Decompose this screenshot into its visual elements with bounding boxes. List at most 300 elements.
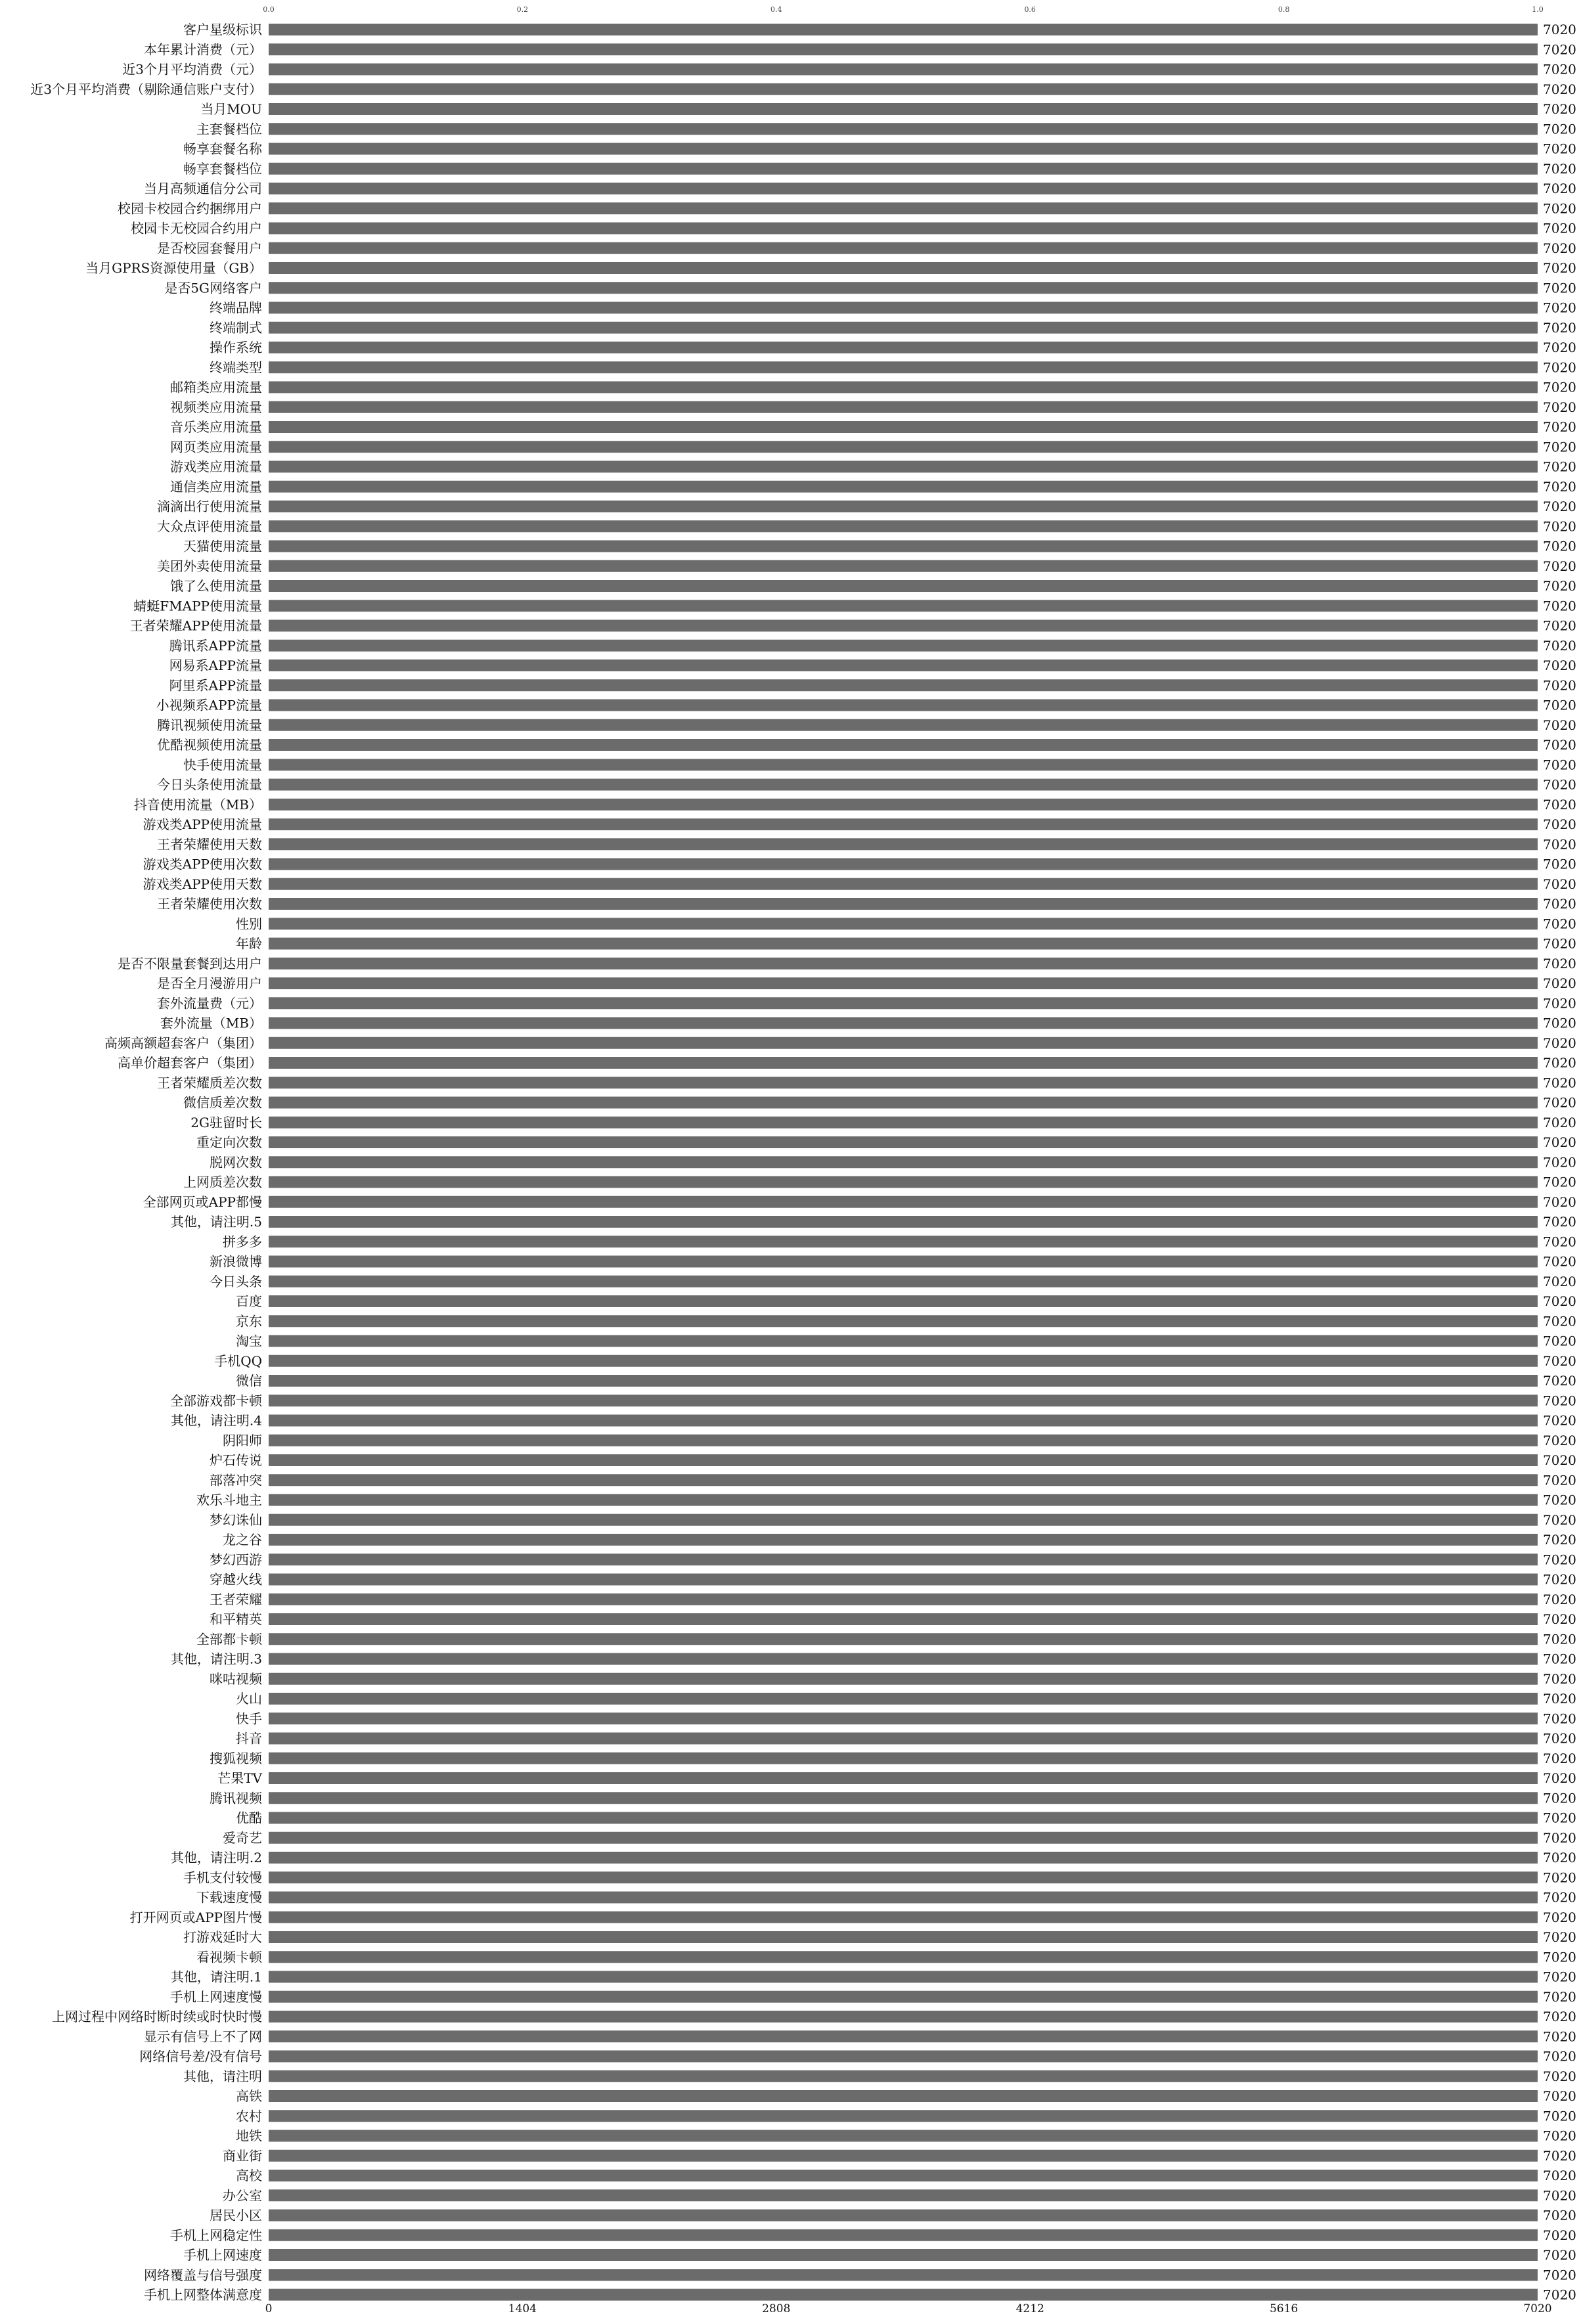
bar <box>269 2011 1538 2022</box>
bar <box>269 481 1538 493</box>
bar <box>269 2170 1538 2181</box>
count-label: 7020 <box>1543 101 1576 117</box>
category-label: 游戏类应用流量 <box>170 458 262 475</box>
count-label: 7020 <box>1543 737 1576 753</box>
bar <box>269 2110 1538 2122</box>
category-label: 是否全月漫游用户 <box>157 975 262 991</box>
bar <box>269 1276 1538 1287</box>
category-label: 龙之谷 <box>223 1532 262 1548</box>
bar <box>269 997 1538 1009</box>
category-label: 是否5G网络客户 <box>164 280 262 296</box>
count-label: 7020 <box>1543 1730 1576 1747</box>
count-label: 7020 <box>1543 2147 1576 2164</box>
count-label: 7020 <box>1543 2247 1576 2263</box>
count-label: 7020 <box>1543 518 1576 535</box>
count-label: 7020 <box>1543 2207 1576 2223</box>
category-label: 游戏类APP使用流量 <box>143 816 262 832</box>
category-label: 性别 <box>236 916 262 932</box>
bar <box>269 103 1538 115</box>
bar <box>269 1136 1538 1148</box>
bar <box>269 560 1538 572</box>
category-label: 全部游戏都卡顿 <box>170 1393 262 1409</box>
bar <box>269 1892 1538 1904</box>
category-label: 上网质差次数 <box>183 1174 262 1190</box>
count-label: 7020 <box>1543 141 1576 157</box>
category-label: 当月GPRS资源使用量（GB） <box>85 260 262 276</box>
category-label: 套外流量费（元） <box>157 995 262 1012</box>
category-label: 当月高频通信分公司 <box>144 181 262 196</box>
category-label: 高频高额超套客户（集团） <box>104 1035 262 1051</box>
bar <box>269 1097 1538 1109</box>
count-label: 7020 <box>1543 1234 1576 1250</box>
category-label: 是否校园套餐用户 <box>157 240 262 256</box>
category-label: 手机上网稳定性 <box>170 2227 262 2243</box>
category-label: 快手使用流量 <box>183 757 262 773</box>
category-label: 快手 <box>236 1710 262 1727</box>
bar <box>269 202 1538 214</box>
category-label: 视频类应用流量 <box>170 399 262 415</box>
category-label: 王者荣耀APP使用流量 <box>129 617 262 634</box>
bar <box>269 1832 1538 1844</box>
bar <box>269 1295 1538 1307</box>
category-label: 大众点评使用流量 <box>157 518 262 535</box>
bar <box>269 1712 1538 1724</box>
bar <box>269 799 1538 811</box>
bar <box>269 1315 1538 1327</box>
bar <box>269 1553 1538 1565</box>
category-label: 高校 <box>236 2168 262 2183</box>
count-label: 7020 <box>1543 2028 1576 2045</box>
bar <box>269 779 1538 791</box>
top-tick-label: 1.0 <box>1532 5 1544 14</box>
category-label: 优酷 <box>236 1810 262 1826</box>
category-label: 2G驻留时长 <box>190 1114 262 1130</box>
count-label: 7020 <box>1543 319 1576 336</box>
category-label: 梦幻诛仙 <box>210 1511 262 1528</box>
bar <box>269 2051 1538 2063</box>
bar <box>269 878 1538 890</box>
category-label: 地铁 <box>236 2128 262 2144</box>
count-label: 7020 <box>1543 1929 1576 1945</box>
category-label: 腾讯视频使用流量 <box>157 717 262 733</box>
count-label: 7020 <box>1543 1770 1576 1786</box>
category-label: 抖音 <box>236 1730 262 1747</box>
bar <box>269 918 1538 929</box>
category-label: 王者荣耀使用次数 <box>157 896 262 912</box>
category-label: 火山 <box>236 1691 262 1707</box>
bar <box>269 342 1538 353</box>
category-label: 全部都卡顿 <box>196 1631 262 1647</box>
bar <box>269 2030 1538 2042</box>
bar <box>269 1196 1538 1208</box>
category-label: 上网过程中网络时断时续或时快时慢 <box>52 2009 262 2024</box>
count-label: 7020 <box>1543 617 1576 634</box>
bar <box>269 441 1538 453</box>
count-label: 7020 <box>1543 41 1576 58</box>
bar <box>269 163 1538 175</box>
count-label: 7020 <box>1543 1850 1576 1866</box>
count-label: 7020 <box>1543 1571 1576 1588</box>
category-label: 手机上网整体满意度 <box>144 2287 262 2303</box>
category-label: 手机支付较慢 <box>183 1869 262 1886</box>
count-label: 7020 <box>1543 2267 1576 2283</box>
bar <box>269 1673 1538 1685</box>
count-label: 7020 <box>1543 499 1576 514</box>
category-label: 居民小区 <box>210 2207 262 2223</box>
category-label: 京东 <box>236 1313 262 1330</box>
count-label: 7020 <box>1543 1750 1576 1766</box>
category-label: 其他，请注明.3 <box>170 1651 262 1667</box>
count-label: 7020 <box>1543 1810 1576 1826</box>
category-label: 今日头条 <box>210 1273 262 1289</box>
bottom-axis <box>265 2302 1552 2315</box>
count-label: 7020 <box>1543 935 1576 952</box>
count-label: 7020 <box>1543 478 1576 495</box>
category-label: 其他，请注明.5 <box>170 1214 262 1230</box>
count-label: 7020 <box>1543 1432 1576 1448</box>
count-label: 7020 <box>1543 1333 1576 1349</box>
bar <box>269 759 1538 771</box>
category-label: 游戏类APP使用天数 <box>143 876 262 892</box>
count-label: 7020 <box>1543 1393 1576 1409</box>
category-label: 爱奇艺 <box>223 1829 262 1846</box>
count-label: 7020 <box>1543 220 1576 236</box>
x-tick-label: 1404 <box>508 2302 537 2315</box>
category-label: 天猫使用流量 <box>183 538 262 554</box>
category-label: 终端制式 <box>210 319 262 336</box>
category-label: 办公室 <box>223 2187 262 2204</box>
bar <box>269 223 1538 235</box>
count-label: 7020 <box>1543 1492 1576 1508</box>
category-label: 全部网页或APP都慢 <box>143 1194 262 1210</box>
bar <box>269 1236 1538 1247</box>
bar <box>269 1871 1538 1883</box>
category-label: 和平精英 <box>210 1611 262 1627</box>
count-label: 7020 <box>1543 1194 1576 1210</box>
bar <box>269 1117 1538 1128</box>
bar <box>269 620 1538 632</box>
bar <box>269 1057 1538 1069</box>
count-label: 7020 <box>1543 1710 1576 1727</box>
count-label: 7020 <box>1543 1412 1576 1429</box>
count-label: 7020 <box>1543 1969 1576 1985</box>
category-label: 打游戏延时大 <box>183 1929 262 1945</box>
count-label: 7020 <box>1543 757 1576 773</box>
bar <box>269 1991 1538 2003</box>
category-label: 网络覆盖与信号强度 <box>144 2267 262 2283</box>
count-labels <box>1543 22 1576 2303</box>
category-label: 当月MOU <box>200 101 262 117</box>
bar <box>269 64 1538 76</box>
count-label: 7020 <box>1543 1631 1576 1647</box>
category-label: 咪咕视频 <box>210 1670 262 1687</box>
bar <box>269 1395 1538 1406</box>
count-label: 7020 <box>1543 121 1576 137</box>
bar <box>269 1931 1538 1943</box>
count-label: 7020 <box>1543 1472 1576 1488</box>
category-labels <box>30 22 263 2303</box>
category-label: 畅享套餐名称 <box>183 141 262 157</box>
count-label: 7020 <box>1543 796 1576 813</box>
count-label: 7020 <box>1543 1829 1576 1846</box>
bar <box>269 1951 1538 1963</box>
bar <box>269 2189 1538 2201</box>
count-label: 7020 <box>1543 300 1576 316</box>
bar <box>269 1534 1538 1546</box>
bar <box>269 1613 1538 1625</box>
count-label: 7020 <box>1543 181 1576 196</box>
count-label: 7020 <box>1543 399 1576 415</box>
bar <box>269 1852 1538 1864</box>
category-label: 是否不限量套餐到达用户 <box>118 955 262 972</box>
category-label: 其他，请注明.1 <box>170 1969 262 1985</box>
count-label: 7020 <box>1543 2128 1576 2144</box>
count-label: 7020 <box>1543 1214 1576 1230</box>
category-label: 穿越火线 <box>210 1571 262 1588</box>
count-label: 7020 <box>1543 340 1576 355</box>
bar <box>269 1355 1538 1367</box>
category-label: 王者荣耀 <box>210 1591 262 1607</box>
bar <box>269 1812 1538 1824</box>
bar <box>269 421 1538 433</box>
count-label: 7020 <box>1543 637 1576 654</box>
category-label: 显示有信号上不了网 <box>144 2028 262 2045</box>
count-label: 7020 <box>1543 1253 1576 1270</box>
count-label: 7020 <box>1543 836 1576 853</box>
count-label: 7020 <box>1543 1909 1576 1925</box>
category-label: 今日头条使用流量 <box>157 776 262 793</box>
bar <box>269 461 1538 473</box>
bar <box>269 520 1538 532</box>
bar <box>269 1474 1538 1486</box>
category-label: 音乐类应用流量 <box>170 419 262 435</box>
bar <box>269 1633 1538 1645</box>
category-label: 腾讯视频 <box>210 1790 262 1806</box>
count-label: 7020 <box>1543 1511 1576 1528</box>
category-label: 搜狐视频 <box>210 1750 262 1766</box>
category-label: 高单价超套客户（集团） <box>118 1055 262 1071</box>
top-tick-label: 0.4 <box>770 5 782 14</box>
category-label: 炉石传说 <box>210 1452 262 1468</box>
bar <box>269 2269 1538 2281</box>
count-label: 7020 <box>1543 200 1576 217</box>
top-axis <box>263 5 1544 14</box>
bar <box>269 1911 1538 1923</box>
category-label: 芒果TV <box>217 1770 262 1786</box>
count-label: 7020 <box>1543 359 1576 376</box>
count-label: 7020 <box>1543 1611 1576 1627</box>
category-label: 游戏类APP使用次数 <box>143 856 262 872</box>
count-label: 7020 <box>1543 717 1576 733</box>
bar <box>269 640 1538 652</box>
bar <box>269 43 1538 55</box>
count-label: 7020 <box>1543 1313 1576 1330</box>
count-label: 7020 <box>1543 658 1576 673</box>
count-label: 7020 <box>1543 2168 1576 2183</box>
category-label: 近3个月平均消费（元） <box>122 61 262 78</box>
category-label: 手机上网速度 <box>183 2247 262 2263</box>
category-label: 小视频系APP流量 <box>156 697 262 713</box>
count-label: 7020 <box>1543 856 1576 872</box>
category-label: 微信质差次数 <box>183 1094 262 1111</box>
category-label: 微信 <box>236 1373 262 1389</box>
count-label: 7020 <box>1543 538 1576 554</box>
count-label: 7020 <box>1543 1293 1576 1309</box>
bar <box>269 183 1538 194</box>
category-label: 网页类应用流量 <box>170 439 262 455</box>
count-label: 7020 <box>1543 1075 1576 1091</box>
category-label: 本年累计消费（元） <box>144 41 262 58</box>
count-label: 7020 <box>1543 916 1576 932</box>
count-label: 7020 <box>1543 558 1576 574</box>
bar <box>269 322 1538 334</box>
bars-group <box>269 24 1538 2301</box>
category-label: 阴阳师 <box>223 1432 262 1448</box>
count-label: 7020 <box>1543 2009 1576 2024</box>
category-label: 王者荣耀质差次数 <box>157 1075 262 1091</box>
bar <box>269 1415 1538 1427</box>
count-label: 7020 <box>1543 2287 1576 2303</box>
category-label: 终端品牌 <box>210 300 262 316</box>
bar <box>269 818 1538 830</box>
category-label: 手机QQ <box>214 1352 262 1369</box>
count-label: 7020 <box>1543 1949 1576 1965</box>
bar <box>269 302 1538 314</box>
bar <box>269 1792 1538 1804</box>
count-label: 7020 <box>1543 1352 1576 1369</box>
category-label: 主套餐档位 <box>196 121 262 137</box>
x-tick-label: 0 <box>265 2302 273 2315</box>
bar <box>269 1494 1538 1506</box>
count-label: 7020 <box>1543 1790 1576 1806</box>
bar <box>269 262 1538 274</box>
category-label: 近3个月平均消费（剔除通信账户支付） <box>30 81 262 97</box>
bar <box>269 600 1538 612</box>
count-label: 7020 <box>1543 2048 1576 2065</box>
count-label: 7020 <box>1543 61 1576 78</box>
category-label: 抖音使用流量（MB） <box>133 796 262 813</box>
x-tick-label: 5616 <box>1269 2302 1299 2315</box>
count-label: 7020 <box>1543 1035 1576 1051</box>
bar <box>269 1693 1538 1705</box>
bar <box>269 719 1538 731</box>
count-label: 7020 <box>1543 1452 1576 1468</box>
category-label: 终端类型 <box>210 359 262 376</box>
count-label: 7020 <box>1543 240 1576 256</box>
count-label: 7020 <box>1543 22 1576 37</box>
category-label: 优酷视频使用流量 <box>157 737 262 753</box>
bar <box>269 2229 1538 2241</box>
bar <box>269 859 1538 870</box>
bar <box>269 700 1538 711</box>
count-label: 7020 <box>1543 1988 1576 2005</box>
bar <box>269 24 1538 35</box>
category-label: 客户星级标识 <box>183 22 262 37</box>
bar <box>269 541 1538 552</box>
category-label: 校园卡无校园合约用户 <box>131 220 262 236</box>
count-label: 7020 <box>1543 1691 1576 1707</box>
count-label: 7020 <box>1543 697 1576 713</box>
count-label: 7020 <box>1543 1174 1576 1190</box>
bar <box>269 898 1538 910</box>
category-label: 王者荣耀使用天数 <box>157 836 262 853</box>
category-label: 畅享套餐档位 <box>183 160 262 177</box>
bar <box>269 143 1538 155</box>
bar <box>269 2070 1538 2082</box>
category-label: 手机上网速度慢 <box>170 1988 262 2005</box>
category-label: 操作系统 <box>210 340 262 355</box>
bar <box>269 382 1538 393</box>
category-label: 年龄 <box>236 935 262 952</box>
count-label: 7020 <box>1543 160 1576 177</box>
category-label: 邮箱类应用流量 <box>170 379 262 395</box>
bar <box>269 838 1538 850</box>
x-tick-label: 7020 <box>1523 2302 1552 2315</box>
category-label: 套外流量（MB） <box>160 1015 262 1031</box>
bar <box>269 123 1538 135</box>
category-label: 部落冲突 <box>210 1472 262 1488</box>
count-label: 7020 <box>1543 955 1576 972</box>
count-label: 7020 <box>1543 458 1576 475</box>
bar <box>269 2210 1538 2222</box>
bar <box>269 1753 1538 1764</box>
bar <box>269 977 1538 989</box>
count-label: 7020 <box>1543 1651 1576 1667</box>
count-label: 7020 <box>1543 677 1576 694</box>
category-label: 百度 <box>236 1293 262 1309</box>
count-label: 7020 <box>1543 280 1576 296</box>
bar <box>269 739 1538 751</box>
count-label: 7020 <box>1543 1889 1576 1906</box>
category-label: 通信类应用流量 <box>170 478 262 495</box>
bar <box>269 958 1538 970</box>
count-label: 7020 <box>1543 1552 1576 1568</box>
category-label: 蜻蜓FMAPP使用流量 <box>133 598 262 614</box>
bar <box>269 83 1538 95</box>
bar <box>269 1435 1538 1446</box>
count-label: 7020 <box>1543 1532 1576 1548</box>
category-label: 滴滴出行使用流量 <box>157 499 262 514</box>
bar <box>269 1176 1538 1188</box>
bar <box>269 1375 1538 1387</box>
count-label: 7020 <box>1543 598 1576 614</box>
count-label: 7020 <box>1543 1869 1576 1886</box>
bar <box>269 1733 1538 1745</box>
bar <box>269 361 1538 373</box>
count-label: 7020 <box>1543 1134 1576 1150</box>
bar <box>269 580 1538 592</box>
category-label: 网易系APP流量 <box>169 658 262 673</box>
category-label: 网络信号差/没有信号 <box>139 2048 262 2065</box>
bar <box>269 2289 1538 2301</box>
category-label: 淘宝 <box>236 1333 262 1349</box>
top-tick-label: 0.2 <box>516 5 529 14</box>
bar <box>269 2150 1538 2162</box>
count-label: 7020 <box>1543 2187 1576 2204</box>
category-label: 其他，请注明.4 <box>170 1412 262 1429</box>
bar <box>269 1574 1538 1586</box>
count-label: 7020 <box>1543 995 1576 1012</box>
bar <box>269 1017 1538 1029</box>
category-label: 饿了么使用流量 <box>170 578 262 594</box>
category-label: 脱网次数 <box>210 1154 262 1171</box>
bar <box>269 1594 1538 1605</box>
category-label: 下载速度慢 <box>196 1889 262 1906</box>
category-label: 阿里系APP流量 <box>169 677 262 694</box>
bar <box>269 1256 1538 1268</box>
count-label: 7020 <box>1543 816 1576 832</box>
bar <box>269 938 1538 950</box>
